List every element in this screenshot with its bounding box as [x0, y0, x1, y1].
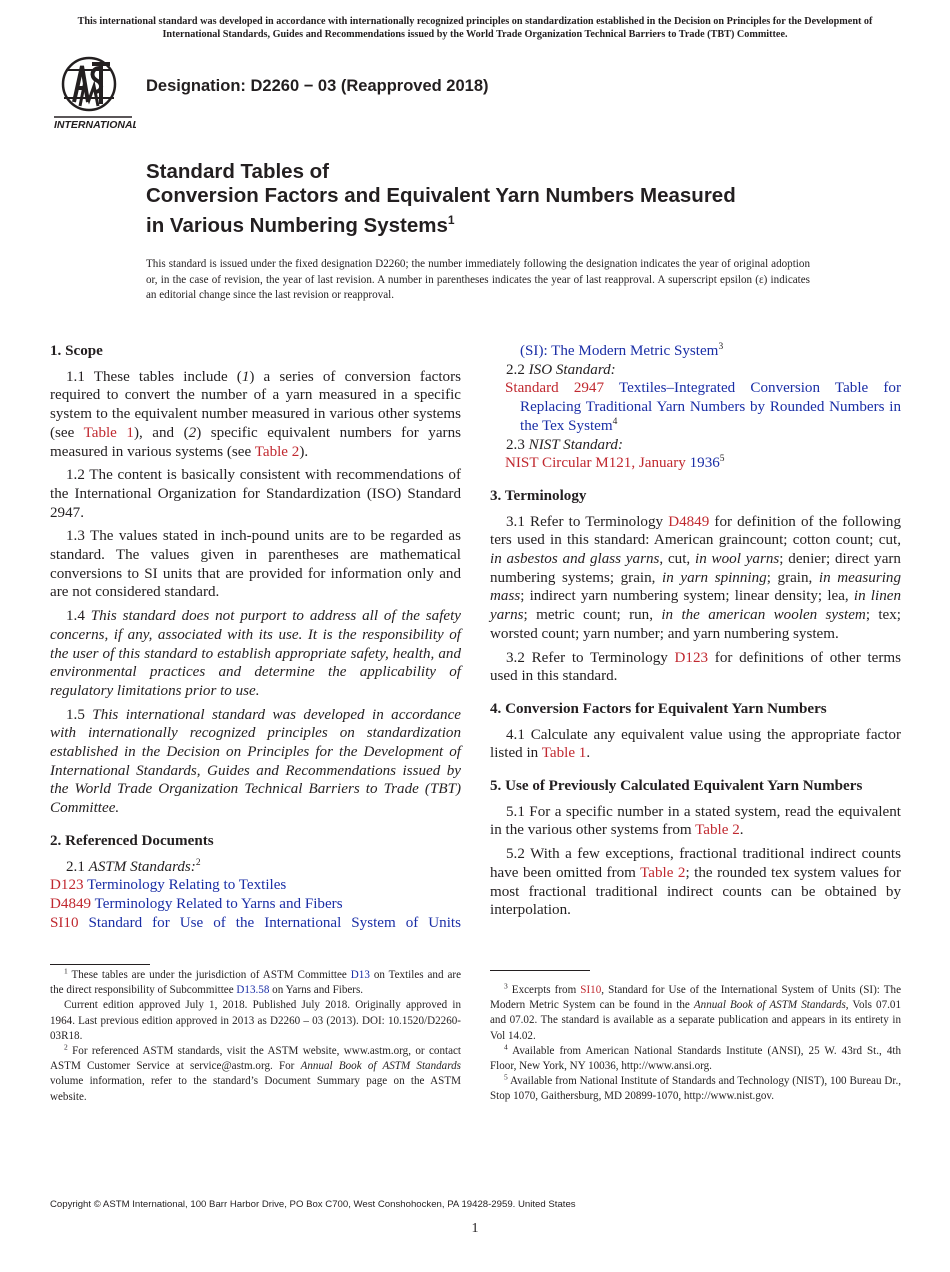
- ref-si10-title: Standard for Use of the International System of Units: [88, 914, 461, 931]
- footnotes-left: [50, 968, 461, 1105]
- page-title: [146, 160, 836, 238]
- title-line-3: in Various Numbering Systems: [146, 213, 448, 237]
- designation: Designation: D2260 − 03 (Reapproved 2018): [146, 77, 489, 95]
- footnote-divider-right: [490, 970, 590, 971]
- scope-1-3: 1.3 The values stated in inch-pound units are to be regarded as standard. The values given in parentheses are mathematical conversions to SI units that are provided for information only and are not considered standard.: [50, 528, 461, 601]
- footnotes-right: [490, 983, 901, 1105]
- conversion-4-1: 4.1 Calculate any equivalent value using the appropriate factor listed in Table 1.: [490, 726, 901, 762]
- table-1-link[interactable]: Table 1: [83, 424, 134, 441]
- table-2-link[interactable]: Table 2: [254, 443, 300, 460]
- terminology-3-2: 3.2 Refer to Terminology D123 for definitions of other terms used in this standard.: [490, 649, 901, 685]
- footnote-5: $^5$ Available from National Institute of Standards and Technology (NIST), 100 Bureau Dr., Stop 1070, Gaithersburg, MD 20899-1070, http://www.nist.gov.: [490, 1072, 901, 1103]
- scope-1-5: 1.5 This international standard was developed in accordance with internationally recognized principles on standardization established in the Decision on Principles for the Development of International Standards, Guides and Recommendations issued by the World Trade Organization Technical Barriers to Trade (TBT) Committee.: [50, 706, 462, 817]
- iso-standard-label: 2.2 ISO Standard:: [506, 361, 616, 378]
- ref-iso-2947[interactable]: Standard 2947 Textiles–Integrated Conversion Table for Replacing Traditional Yarn Numbers by Rounded Numbers in the Tex System$^4$: [505, 380, 901, 434]
- si10-footnote-link[interactable]: SI10: [580, 984, 602, 996]
- logo-wordmark: INTERNATIONAL: [54, 119, 136, 131]
- title-line-2: Conversion Factors and Equivalent Yarn Numbers Measured: [146, 184, 736, 207]
- title-line-1: Standard Tables of: [146, 160, 330, 183]
- d123-link[interactable]: D123: [674, 649, 709, 666]
- astm-standards-label: 2.1 ASTM Standards:$^2$: [66, 857, 201, 875]
- issue-note: This standard is issued under the fixed designation D2260; the number immediately following the designation indicates the year of original adoption or, in the case of revision, the year of last revision. A number in parentheses indicates the year of last reapproval. A superscript epsilon (ε) indicates an editorial change since the last revision or reapproval.: [146, 258, 810, 301]
- d13-link[interactable]: D13: [350, 969, 370, 981]
- referenced-documents-heading: 2. Referenced Documents: [50, 832, 214, 849]
- previous-5-2: 5.2 With a few exceptions, fractional traditional indirect counts have been omitted from Table 2; the rounded tex system values for most fractional traditional indirect counts can be obtained by interpolation.: [490, 846, 902, 919]
- footnote-2: $^2$ For referenced ASTM standards, visit the ASTM website, www.astm.org, or contact ASTM Customer Service at service@astm.org. For Annual Book of ASTM Standards volume information, refer to the standard’s Document Summary page on the ASTM website.: [50, 1042, 461, 1103]
- footnote-4: $^4$ Available from American National Standards Institute (ANSI), 25 W. 43rd St., 4th Floor, New York, NY 10036, http://www.ansi.org.: [490, 1042, 901, 1073]
- scope-1-1: 1.1 These tables include (1) a series of conversion factors required to convert the number of a yarn measured in a specific system to the equivalent number measured in various other systems (see Table 1), and (2) specific equivalent numbers for yarns measured in various systems (see Table 2).: [50, 368, 462, 460]
- ref-nist-m121[interactable]: NIST Circular M121, January 1936$^5$: [505, 454, 725, 472]
- scope-heading: 1. Scope: [50, 343, 103, 359]
- conversion-heading: 4. Conversion Factors for Equivalent Yarn Numbers: [490, 700, 827, 717]
- footnote-3: $^3$ Excerpts from SI10, Standard for Use of the International System of Units (SI): The Modern Metric System can be found in the Annual Book of ASTM Standards, Vols 07.01 and 07.02. The standard is available as a separate publication and appears in its entirety in Vol 14.02.: [490, 981, 901, 1042]
- table-2-link-2[interactable]: Table 2: [695, 822, 740, 839]
- ref-d123[interactable]: D123 Terminology Relating to Textiles: [50, 877, 287, 894]
- terminology-heading: 3. Terminology: [490, 487, 587, 504]
- astm-logo: [52, 56, 136, 132]
- nist-standard-label: 2.3 NIST Standard:: [506, 436, 623, 453]
- ref-d4849[interactable]: D4849 Terminology Related to Yarns and Fibers: [50, 895, 343, 912]
- footnote-divider-left: [50, 964, 150, 965]
- table-2-link-3[interactable]: Table 2: [640, 864, 686, 881]
- d4849-link[interactable]: D4849: [668, 513, 710, 530]
- scope-1-4: 1.4 This standard does not purport to address all of the safety concerns, if any, associated with its use. It is the responsibility of the user of this standard to establish appropriate safety, health, and environmental practices and determine the applicability of regulatory limitations prior to use.: [50, 608, 462, 699]
- table-1-link-2[interactable]: Table 1: [541, 745, 587, 762]
- scope-1-2: 1.2 The content is basically consistent with recommendations of the International Organization for Standardization (ISO) Standard 2947.: [50, 467, 461, 521]
- copyright: Copyright © ASTM International, 100 Barr Harbor Drive, PO Box C700, West Conshohocken, PA 19428-2959. United States: [50, 1199, 576, 1210]
- footnote-1-edition: Current edition approved July 1, 2018. Published July 2018. Originally approved in 1964. Last previous edition approved in 2013 as D2260 – 03 (2013). DOI: 10.1520/D2260-03R18.: [50, 999, 461, 1042]
- astm-logo-icon: [52, 56, 136, 132]
- ref-si10[interactable]: SI10 Standard for Use of the International System of Units: [50, 914, 461, 931]
- previous-5-1: 5.1 For a specific number in a stated system, read the equivalent in the various other systems from Table 2.: [490, 803, 901, 839]
- ref-si10-continuation[interactable]: (SI): The Modern Metric System$^3$: [520, 341, 724, 359]
- left-column: [50, 342, 461, 932]
- title-footnote-mark[interactable]: 1: [447, 213, 455, 227]
- footnote-1: $^1$ These tables are under the jurisdiction of ASTM Committee D13 on Textiles and are the direct responsibility of Subcommittee D13.58 on Yarns and Fibers.: [50, 966, 461, 997]
- right-column: [490, 342, 901, 920]
- terminology-3-1: 3.1 Refer to Terminology D4849 for definition of the following ters used in this standard: American graincount; cotton count; cut, in asbestos and glass yarns, cut, in wool yarns; denier; direct yarn numbering systems; grain, in yarn spinning; grain, in measuring mass; indirect yarn numbering system; linear density; lea, in linen yarns; metric count; run, in the american woolen system; tex; worsted count; yarn number; and yarn numbering system.: [490, 513, 902, 642]
- top-notice: This international standard was developed in accordance with internationally recognized principles on standardization established in the Decision on Principles for the Development of International Standards, Guides and Recommendations issued by the World Trade Organization Technical Barriers to Trade (TBT) Committee.: [77, 16, 873, 40]
- d13-58-link[interactable]: D13.58: [236, 984, 270, 997]
- previous-heading: 5. Use of Previously Calculated Equivalent Yarn Numbers: [490, 778, 863, 795]
- page-number: 1: [471, 1221, 479, 1236]
